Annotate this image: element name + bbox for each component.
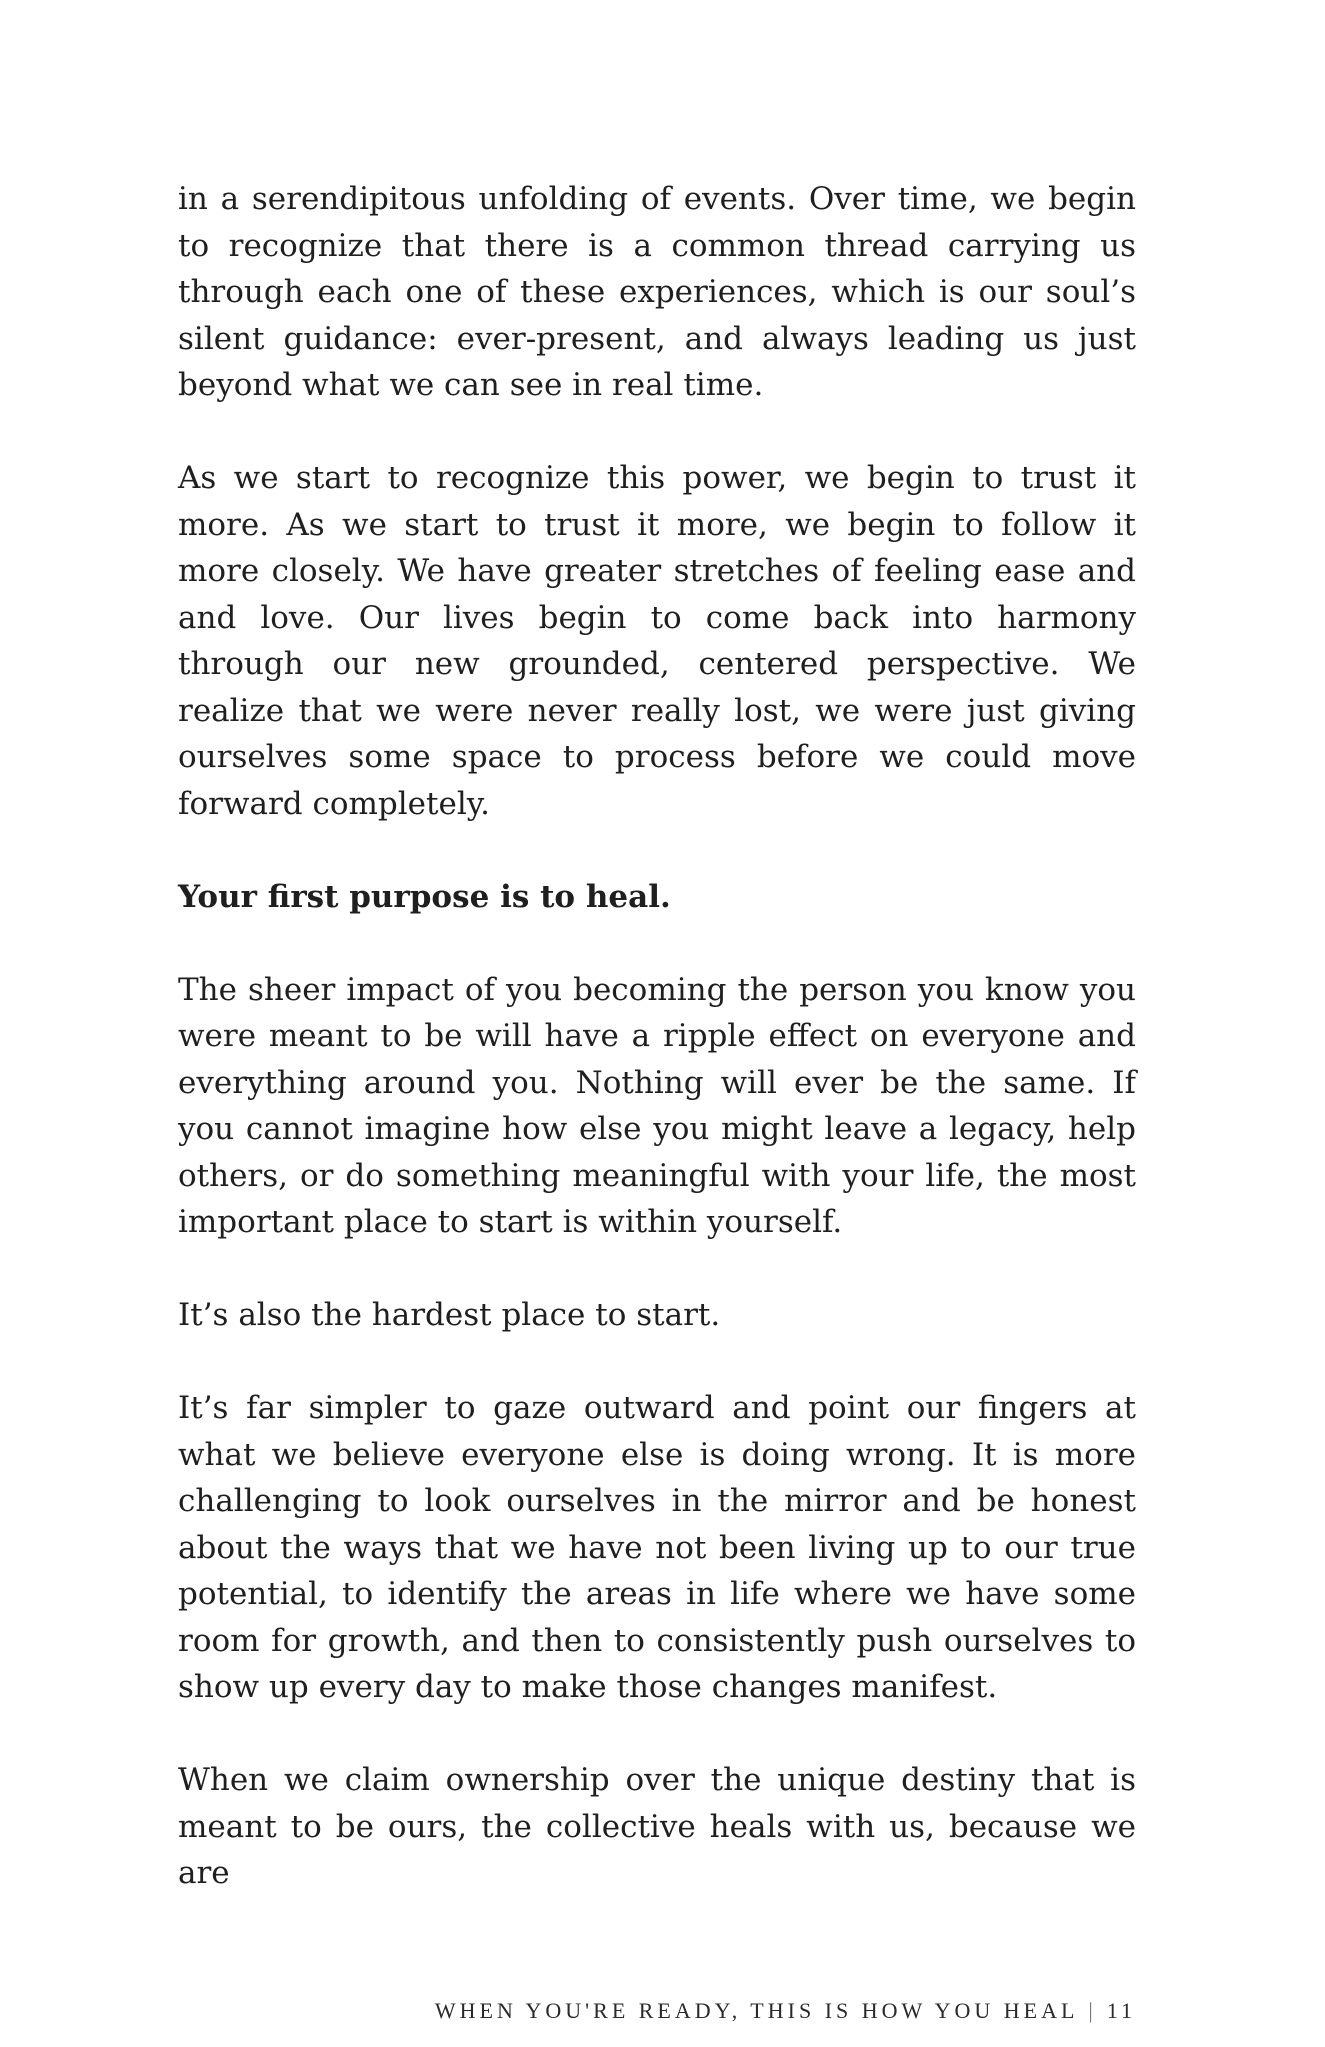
paragraph-5: It’s far simpler to gaze outward and point our fingers at what we believe everyone else is doing wrong. It is more challenging to look ourselves in the mirror and be honest about the ways that we have not been living up to our true potential, to identify the areas in life where we have some room for growth, and then to consistently push ourselves to show up every day to make those changes manifest. bbox=[178, 1390, 1136, 1705]
paragraph-4: It’s also the hardest place to start. bbox=[178, 1297, 721, 1333]
paragraph-2: As we start to recognize this power, we begin to trust it more. As we start to trust it more, we begin to follow it more closely. We have greater stretches of feeling ease and and love. Our lives begin to come back into harmony through our new grounded, centered perspective. We realize that we were never really lost, we were just giving ourselves some space to process before we could move forward completely. bbox=[178, 460, 1136, 822]
paragraph-3: The sheer impact of you becoming the person you know you were meant to be will have a ripple effect on everyone and everything around you. Nothing will ever be the same. If you cannot imagine how else you might leave a legacy, help others, or do something meaningful with your life, the most important place to start is within yourself. bbox=[178, 971, 1136, 1240]
page-number: 11 bbox=[1106, 1998, 1136, 2023]
running-title: WHEN YOU'RE READY, THIS IS HOW YOU HEAL bbox=[434, 1998, 1079, 2023]
paragraph-1: in a serendipitous unfolding of events. Over time, we begin to recognize that there is a common thread carrying us through each one of these experiences, which is our soul’s silent guidance: ever-present, and always leading us just beyond what we can see in real time. bbox=[178, 181, 1136, 403]
running-footer bbox=[435, 1998, 1136, 2024]
footer-separator: | bbox=[1088, 1998, 1097, 2023]
paragraph-heading: Your first purpose is to heal. bbox=[178, 878, 671, 915]
paragraph-6: When we claim ownership over the unique destiny that is meant to be ours, the collective heals with us, because we are bbox=[178, 1762, 1136, 1891]
page-body bbox=[178, 176, 1136, 1897]
